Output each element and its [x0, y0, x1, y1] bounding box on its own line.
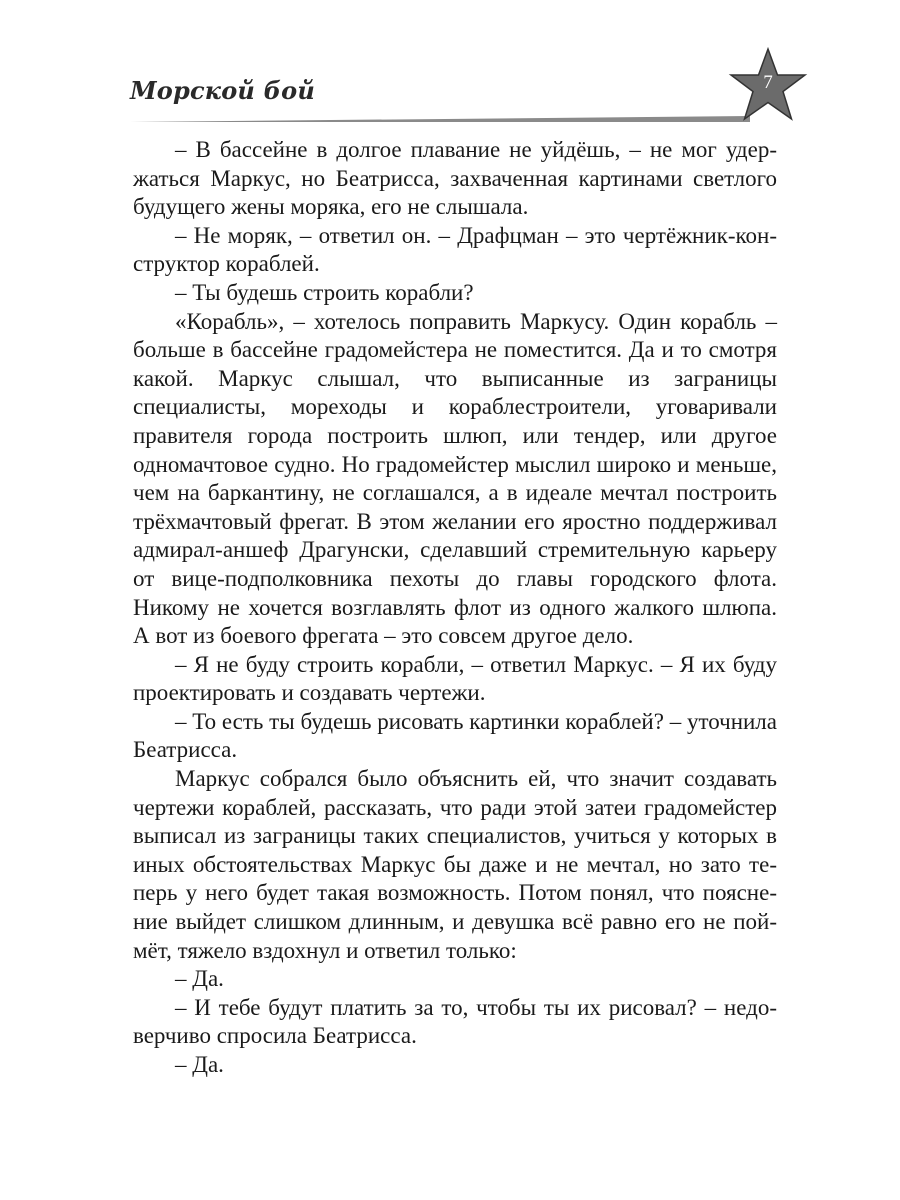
- paragraph: – И тебе будут платить за то, чтобы ты их рисовал? – недоверчиво спросила Беатрисса.: [133, 994, 777, 1049]
- paragraph: – Не моряк, – ответил он. – Драфцман – это чертёжник-конструктор кораблей.: [133, 222, 777, 277]
- paragraph: – Я не буду строить корабли, – ответил Маркус. – Я их буду проектировать и создавать чертежи.: [133, 651, 777, 706]
- paragraph: – В бассейне в долгое плавание не уйдёшь, – не мог удержаться Маркус, но Беатрисса, захваченная картинами светлого будущего жены моряка, его не слышала.: [133, 137, 777, 220]
- paragraph: – Ты будешь строить корабли?: [175, 279, 474, 305]
- page-number: 7: [763, 72, 773, 93]
- body-text: [133, 136, 777, 1080]
- paragraph: – Да.: [175, 1052, 224, 1077]
- paragraph: – То есть ты будешь рисовать картинки кораблей? – уточнила Беатрисса.: [133, 708, 777, 763]
- paragraph: «Корабль», – хотелось поправить Маркусу. Один корабль – больше в бассейне градомейстера не поместится. Да и то смотря какой. Маркус слышал, что выписанные из заграницы специалисты, мореходы и кораблестроители, уговаривали правителя города построить шлюп, или тендер, или другое одномачтовое судно. Но градомейстер мыслил широко и меньше, чем на баркантину, не соглашался, а в идеале мечтал построить трёхмачтовый фрегат. В этом желании его яростно поддерживал адмирал-аншеф Драгунски, сделавший стремительную карьеру от вице-подполковника пехоты до главы городского флота. Никому не хочется возглавлять флот из одного жалкого шлюпа. А вот из боевого фрегата – это совсем другое дело.: [133, 308, 777, 649]
- paragraph: Маркус собрался было объяснить ей, что значит создавать чертежи кораблей, рассказать, что ради этой затеи градомейстер выписал из заграницы таких специалистов, учиться у которых в иных обстоятельствах Маркус бы даже и не мечтал, но зато теперь у него будет такая возможность. Потом понял, что пояснение выйдет слишком длинным, и девушка всё равно его не поймёт, тяжело вздохнул и ответил только:: [133, 766, 777, 963]
- paragraph: – Да.: [175, 966, 224, 992]
- header-rule: [130, 116, 750, 122]
- running-title: Морской бой: [130, 76, 316, 105]
